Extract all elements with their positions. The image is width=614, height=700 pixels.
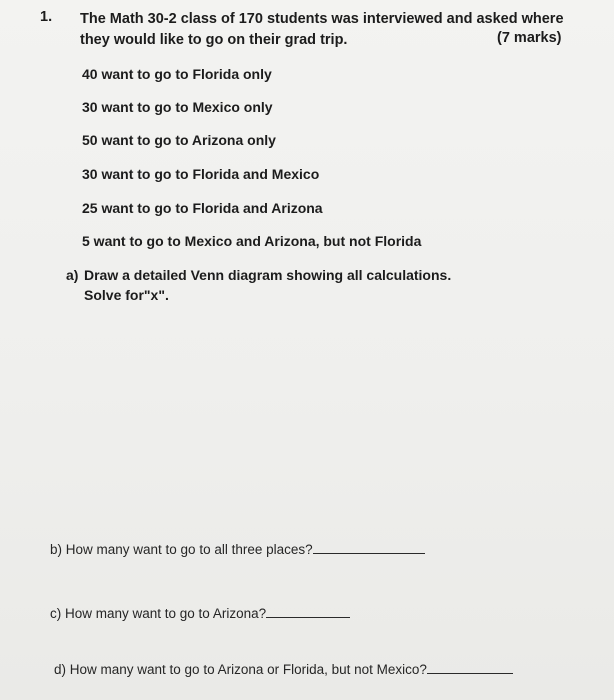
part-d-question [54,661,513,677]
fact-florida-only: 40 want to go to Florida only [82,66,272,82]
part-a-line1: Draw a detailed Venn diagram showing all calculations. [84,267,452,283]
part-a-instruction [66,265,451,305]
part-c-question [50,605,350,621]
part-c-answer-blank[interactable] [266,605,350,618]
part-a-label: a) [66,267,79,283]
part-d-answer-blank[interactable] [427,661,513,674]
fact-mexico-arizona: 5 want to go to Mexico and Arizona, but not Florida [82,233,422,249]
fact-florida-arizona: 25 want to go to Florida and Arizona [82,200,323,216]
part-a-line2: Solve for"x". [84,287,169,303]
part-c-text: c) How many want to go to Arizona? [50,606,267,621]
fact-mexico-only: 30 want to go to Mexico only [82,99,273,115]
part-b-question [50,541,425,557]
question-text: The Math 30-2 class of 170 students was interviewed and asked where they would like to go on their grad trip. [80,11,564,48]
part-d-text: d) How many want to go to Arizona or Florida, but not Mexico? [54,662,427,677]
marks-label: (7 marks) [497,30,562,46]
fact-florida-mexico: 30 want to go to Florida and Mexico [82,166,320,182]
question-number: 1. [40,9,53,25]
fact-arizona-only: 50 want to go to Arizona only [82,132,276,148]
part-b-answer-blank[interactable] [313,541,425,554]
part-b-text: b) How many want to go to all three places? [50,542,313,557]
